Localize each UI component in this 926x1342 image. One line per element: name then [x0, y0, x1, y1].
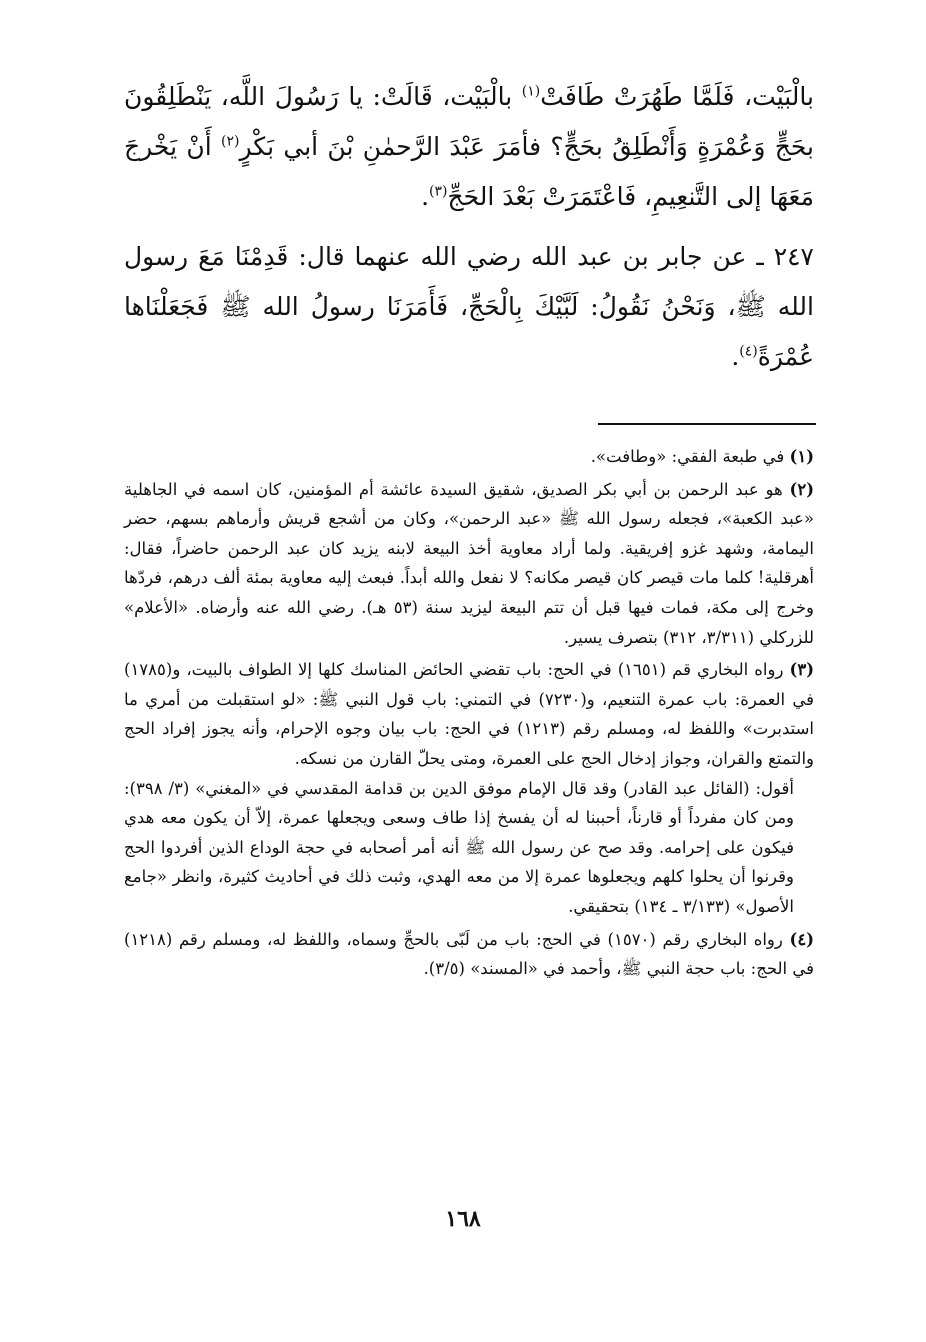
footnote-ref-1: (١) — [521, 83, 541, 100]
text-segment: . — [731, 342, 740, 371]
footnote-ref-2: (٢) — [221, 133, 240, 150]
footnote-text: رواه البخاري قم (١٦٥١) في الحج: باب تقضي الحائض المناسك كلها إلا الطواف بالبيت، و(١٧٨٥) في العمرة: باب عمرة التنعيم، و(٧٢٣٠) في التمني: باب قول النبي ﷺ: «لو استقبلت من أمري ما استدبرت» واللفظ له، ومسلم رقم (١٢١٣) في الحج: باب بيان وجوه الإحرام، وأنه يجوز إفراد الحج والتمتع والقران، وجواز إدخال الحج على العمرة، ومتى يحلّ القارن من نسكه. — [124, 660, 814, 768]
text-segment: أَنْ يَخْرجَ مَعَهَا إلى التَّنعِيمِ، فَاعْتَمَرَتْ بَعْدَ الحَجِّ — [124, 132, 814, 211]
hadith-247-paragraph — [124, 232, 814, 382]
footnote-number: (١) — [789, 447, 814, 466]
text-segment: بالْبَيْت، فَلَمَّا طَهُرَتْ طَافَتْ — [540, 82, 814, 111]
footnote-separator — [598, 423, 816, 425]
footnote-number: (٢) — [789, 479, 814, 499]
footnote-text: هو عبد الرحمن بن أبي بكر الصديق، شقيق السيدة عائشة أم المؤمنين، كان اسمه في الجاهلية «عبد الكعبة»، فجعله رسول الله ﷺ «عبد الرحمن»، وكان من أشجع قريش وأرماهم بسهم، حضر اليمامة، وشهد غزو إفريقية. ولما أراد معاوية أخذ البيعة لابنه يزيد كان عبد الرحمن حاضراً، فقال: أهرقلية! كلما مات قيصر كان قيصر مكانه؟ لا نفعل والله أبداً. فبعث إليه معاوية بمئة ألف درهم، فردّها وخرج إلى مكة، فمات فيها قبل أن تتم البيعة ليزيد سنة (٥٣ هـ). رضي الله عنه وأرضاه. «الأعلام» للزركلي (٣/٣١١، ٣١٢) بتصرف يسير. — [124, 479, 814, 647]
text-segment: بالْبَيْت، قَالَتْ: يا رَسُولَ اللَّه، يَنْطَلِقُونَ بحَجٍّ وَعُمْرَةٍ وَأَنْطَلِقُ بحَجٍّ؟ فأمَرَ عَبْدَ الرَّحمٰنِ بْنَ أبي بَكْرٍ — [124, 82, 815, 161]
page-number: ١٦٨ — [445, 1206, 481, 1232]
footnote-ref-4: (٤) — [739, 343, 758, 360]
footnote-text: في طبعة الفقي: «وطافت». — [590, 447, 785, 466]
footnote-number: (٣) — [789, 660, 815, 680]
footnote-ref-3: (٣) — [429, 183, 448, 200]
footnote-commentary: أقول: (القائل عبد القادر) وقد قال الإمام موفق الدين بن قدامة المقدسي في «المغني» (٣/ ٣٩٨): ومن كان مفرداً أو قارناً، أحببنا له أن يفسخ إذا طاف وسعى ويجعلها عمرة، إلاّ أن يكون معه هدي فيكون على إحرامه. وقد صح عن رسول الله ﷺ أنه أمر أصحابه في حجة الوداع الذين أفردوا الحج وقرنوا أن يحلوا كلهم ويجعلوها عمرة إلا من معه الهدي، وثبت ذلك في أحاديث كثيرة، وانظر «جامع الأصول» (٣/١٣٣ ـ ١٣٤) بتحقيقي. — [124, 778, 794, 916]
text-segment: . — [421, 182, 430, 211]
main-text — [124, 72, 814, 382]
footnotes — [124, 442, 814, 987]
footnote-2 — [124, 475, 814, 653]
footnote-4 — [124, 925, 814, 984]
footnote-number: (٤) — [789, 929, 814, 949]
text-segment: ٢٤٧ ـ عن جابر بن عبد الله رضي الله عنهما قال: قَدِمْنَا مَعَ رسول الله ﷺ، وَنَحْنُ نَقُولُ: لَبَّيْكَ بِالْحَجِّ، فَأَمَرَنَا رسولُ الله ﷺ فَجَعَلْنَاها عُمْرَةً — [124, 242, 814, 371]
footnote-text: رواه البخاري رقم (١٥٧٠) في الحج: باب من لَبّى بالحجِّ وسماه، واللفظ له، ومسلم رقم (١٢١٨) في الحج: باب حجة النبي ﷺ، وأحمد في «المسند» (٣/٥). — [124, 929, 814, 979]
hadith-continuation-paragraph — [124, 72, 814, 222]
footnote-1 — [124, 442, 814, 472]
footnote-3 — [124, 655, 814, 921]
